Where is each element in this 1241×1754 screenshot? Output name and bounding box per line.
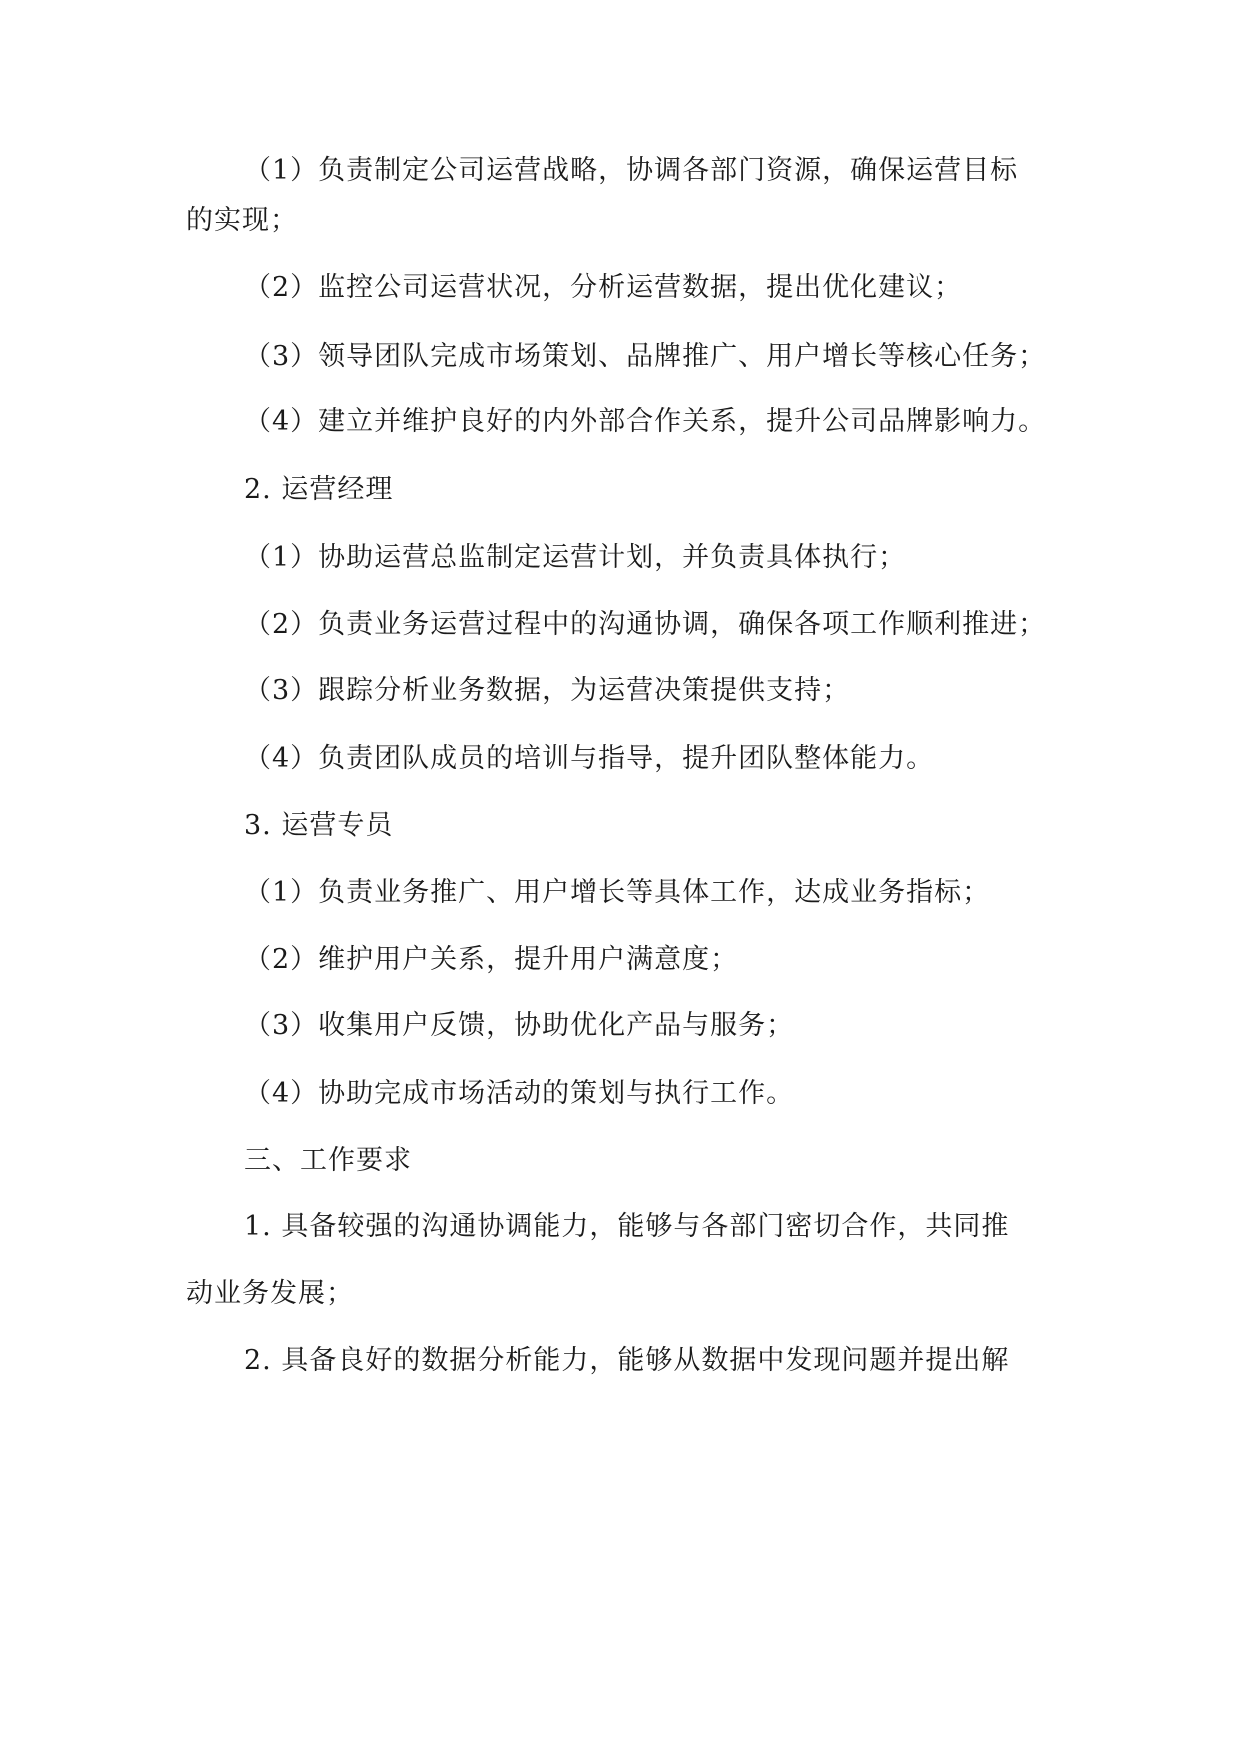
paragraph-line: 1. 具备较强的沟通协调能力，能够与各部门密切合作，共同推 (244, 1211, 1010, 1242)
paragraph-line: （1）协助运营总监制定运营计划，并负责具体执行； (244, 542, 907, 573)
paragraph-line: 动业务发展； (186, 1278, 354, 1309)
paragraph-line: 2. 具备良好的数据分析能力，能够从数据中发现问题并提出解 (244, 1345, 1010, 1376)
paragraph-line: （2）维护用户关系，提升用户满意度； (244, 944, 739, 975)
paragraph-line: （3）收集用户反馈，协助优化产品与服务； (244, 1010, 795, 1041)
paragraph-line: 的实现； (186, 205, 298, 236)
paragraph-line: （1）负责业务推广、用户增长等具体工作，达成业务指标； (244, 877, 991, 908)
paragraph-line: （3）跟踪分析业务数据，为运营决策提供支持； (244, 675, 851, 706)
paragraph-line: （4）建立并维护良好的内外部合作关系，提升公司品牌影响力。 (244, 406, 1047, 437)
paragraph-line: （2）监控公司运营状况，分析运营数据，提出优化建议； (244, 272, 963, 303)
section-heading: 2. 运营经理 (244, 474, 394, 505)
paragraph-line: （2）负责业务运营过程中的沟通协调，确保各项工作顺利推进； (244, 609, 1047, 640)
paragraph-line: （3）领导团队完成市场策划、品牌推广、用户增长等核心任务； (244, 341, 1047, 372)
section-heading: 3. 运营专员 (244, 810, 394, 841)
paragraph-line: （4）协助完成市场活动的策划与执行工作。 (244, 1078, 795, 1109)
section-heading: 三、工作要求 (244, 1145, 412, 1176)
paragraph-line: （4）负责团队成员的培训与指导，提升团队整体能力。 (244, 743, 935, 774)
paragraph-line: （1）负责制定公司运营战略，协调各部门资源，确保运营目标 (244, 155, 1019, 186)
